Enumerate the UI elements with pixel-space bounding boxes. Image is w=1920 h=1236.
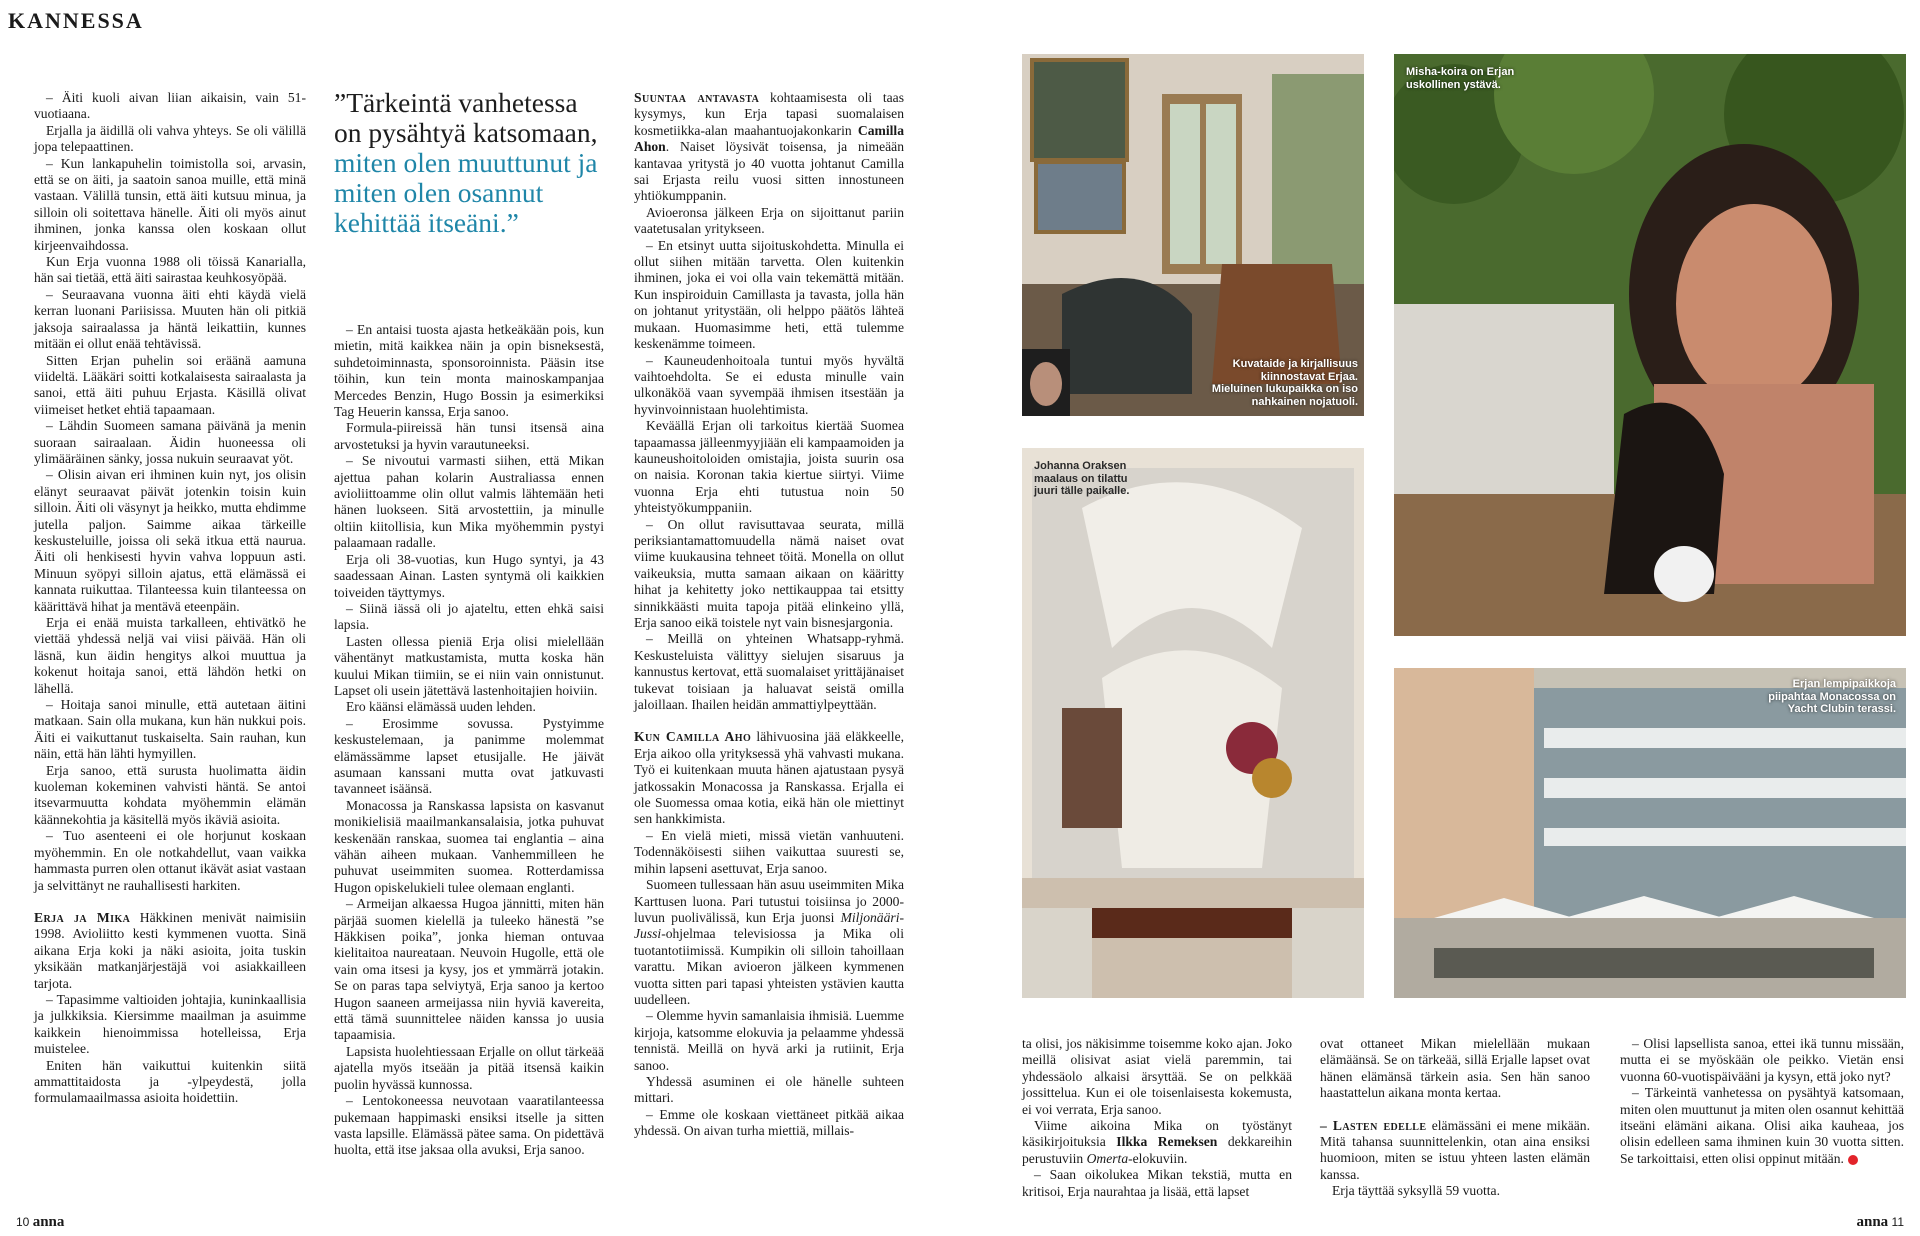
paragraph-text: . Naiset löysivät toisensa, ja nimeään kantavaa yritystä jo 40 vuotta johtanut Camilla sai Erjasta reilu vuosi sitten innostuneen yhtiökumppanin. — [634, 139, 904, 204]
article-paragraph: Lapsista huolehtiessaan Erjalle on ollut tärkeää ajatella myös itseään ja pitää itsensä kaikin puolin hyvässä kunnossa. — [334, 1043, 604, 1092]
article-paragraph: ovat ottaneet Mikan mielellään mukaan elämäänsä. Se on tärkeää, sillä Erjalle lapset ovat hänen elämänsä tärkein asia. Sen hän sanoo haastattelun aikana monta kertaa. — [1320, 1036, 1590, 1101]
paragraph-text: dekkareihin perustuviin — [1022, 1134, 1292, 1166]
caption-yacht: Erjan lempipaikkoja piipahtaa Monacossa on Yacht Clubin terassi. — [1768, 678, 1896, 715]
article-paragraph: Erja täyttää syksyllä 59 vuotta. — [1332, 1183, 1500, 1199]
article-column-3 — [634, 90, 904, 1140]
article-paragraph: – Olisi lapsellista sanoa, ettei ikä tunnu missään, mutta ei se myöskään ole peikko. Vietän ensi vuonna 60-vuotispäivääni ja kysyn, että joko nyt? — [1620, 1036, 1904, 1084]
article-paragraph — [634, 877, 904, 1008]
pull-quote-blue: miten olen muuttunut ja miten olen osannut kehittää itseäni.” — [334, 147, 598, 238]
portrait-illustration — [1394, 54, 1906, 636]
paragraph-text: Häkkinen menivät naimisiin 1998. Avioliitto kesti kymmenen vuotta. Sinä aikana Erja koki ja näki asioita, joita tuskin yksikään matkanjärjestäjä voi asiakkailleen tarjota. — [34, 909, 306, 991]
article-paragraph: – Hoitaja sanoi minulle, että autetaan äitini matkaan. Sain olla mukana, kun hän nukkui pois. Äiti ei vaikuttanut tuskaiselta. Sain rauhan, kun näin, että hän lähti hymyillen. — [34, 697, 306, 762]
page-number-right: 11 — [1891, 1215, 1904, 1229]
article-paragraph: – Olemme hyvin samanlaisia ihmisiä. Luemme kirjoja, katsomme elokuvia ja pelaamme yhdessä tennistä. Meillä on hyvä arki ja rutiinit, Erja sanoo. — [634, 1008, 904, 1073]
article-paragraph: – Lähdin Suomeen samana päivänä ja menin suoraan sairaalaan. Äidin huoneessa oli ylimääräinen sänky, jossa nukuin seuraavat yöt. — [34, 418, 306, 466]
title-italic: Miljonääri-Jussi — [634, 909, 904, 942]
portrait-with-dog-photo — [1394, 54, 1906, 636]
article-paragraph: – Kun lankapuhelin toimistolla soi, arvasin, että se on äiti, ja saatoin sanoa muille, että minä vastaan. Välillä tunsin, että äiti kutsuu minua, ja silloin oli soitettava hänelle. Äiti oli myös ainut ihminen, jonka kanssa olen koskaan ollut kirjeenvaihdossa. — [34, 155, 306, 253]
article-paragraph: ta olisi, jos näkisimme toisemme koko ajan. Joko meillä olisivat asiat vielä paremmin, tai yhdessäolo alkaisi ärsyttää. Se on pelkkää jossittelua. Kun ei ole toisenlaisesta kokemusta, ei voi verrata, Erja sanoo. — [1022, 1036, 1292, 1117]
article-paragraph: – Tapasimme valtioiden johtajia, kuninkaallisia ja julkkiksia. Kiersimme maailman ja asuimme kaikkein hienoimmissa hotelleissa, Erja muistelee. — [34, 991, 306, 1057]
paragraph-lead-in: Kun Camilla Aho — [634, 729, 752, 745]
article-paragraph: – Erosimme sovussa. Pystyimme keskustelemaan, ja panimme molemmat elämässämme lapset etusijalle. He jäivät asumaan kanssani mutta ovat jatkuvasti tavanneet isäänsä. — [334, 715, 604, 797]
article-paragraph — [634, 729, 904, 827]
living-room-photo — [1022, 54, 1364, 416]
article-paragraph: – En etsinyt uutta sijoituskohdetta. Minulla ei ollut siihen mitään tarvetta. Olen kuitenkin ihminen, joka ei voi olla vain tekemättä mitään. Kun inspiroiduin Camillasta ja tavasta, jolla hän on johtanut yritystään, oli helppo päätös lähteä mukaan. Huomasimme heti, että tulemme keskenämme toimeen. — [634, 237, 904, 352]
footer-left — [16, 1214, 64, 1231]
article-paragraph — [34, 910, 306, 992]
article-paragraph: – Tärkeintä vanhetessa on pysähtyä katsomaan, miten olen muuttunut ja miten olen osannut kehittää itseäni elämäni aikana. Olisi aika kauheaa, jos olisin edelleen sama ihminen kuin 30 vuotta sitten. Se tarkoittaisi, etten olisi oppinut mitään. — [1620, 1085, 1904, 1166]
article-paragraph: Monacossa ja Ranskassa lapsista on kasvanut monikielisiä maailmankansalaisia, jotka puhuvat keskenään ranskaa, suomea tai englantia – aina vähän aiheen mukaan. Vanhemmilleen he puhuvat useimmiten suomea. Rotterdamissa Hugon opiskelukieli tulee olemaan englanti. — [334, 797, 604, 895]
caption-painting: Johanna Oraksen maalaus on tilattu juuri tälle paikalle. — [1034, 460, 1130, 497]
article-paragraph: – Se nivoutui varmasti siihen, että Mikan ajettua pahan kolarin Australiassa ennen avioliittoamme olin ollut valmis lähtemään heti hänen luokseen. Sitä arvostettiin, ja minulle oltiin kiitollisia, kun Mika myöhemmin pystyi palaamaan radalle. — [334, 453, 604, 551]
pull-quote — [334, 88, 604, 238]
yacht-club-illustration — [1394, 668, 1906, 998]
paragraph-gap — [1320, 1102, 1590, 1118]
article-paragraph: Keväällä Erjan oli tarkoitus kiertää Suomea tapaamassa jälleenmyyjiään eli kampaamoiden ja kauneushoitoloiden omistajia, joista suurin osa on naisia. Koronan takia kiertue siirtyi. Viime vuonna Erja ehti tutustua noin 50 yhteistyökumppaniin. — [634, 418, 904, 516]
article-paragraph: Lasten ollessa pieniä Erja olisi mielellään vähentänyt matkustamista, mutta koska hän kuului Mikan tiimiin, se ei niin vain onnistunut. Lapset oli usein jätettävä lastenhoitajien hoiviin. — [334, 633, 604, 698]
magazine-brand-right: anna — [1856, 1214, 1889, 1230]
article-paragraph: – Meillä on yhteinen Whatsapp-ryhmä. Keskusteluista välittyy sielujen sisaruus ja kannustus kertovat, että suomalaiset yrittäjänaiset tukevat toisiaan ja haluavat seistä omilla jaloillaan. Ihailen heidän ammattiylpeyttään. — [634, 631, 904, 713]
article-paragraph: Erja sanoo, että surusta huolimatta äidin kuoleman kokeminen vahvisti häntä. Se antoi itsevarmuutta kohdata myöhemmin elämän käännekohtia ja käsitellä myös ikäviä asioita. — [34, 762, 306, 827]
paragraph-text: Viime aikoina Mika on työstänyt käsikirjoituksia — [1022, 1118, 1292, 1150]
painting-photo — [1022, 448, 1364, 998]
article-paragraph: – Olisin aivan eri ihminen kuin nyt, jos olisin elänyt seuraavat päivät jotenkin toisin kuin silloin. Äiti oli väsynyt ja heikko, mutta ehdimme jutella paljon. Saimme aikaa tärkeille keskusteluille, joissa oli sekä itkua että naurua. Äiti oli henkisesti hyvin vahva loppuun asti. Minuun syöpyi silloin ajatus, että elämässä ei kannata ruikuttaa. Tilanteessa kuin tilanteessa on käärittävä hihat ja mentävä eteenpäin. — [34, 467, 306, 614]
article-paragraph — [1320, 1118, 1590, 1184]
painting-illustration — [1022, 448, 1364, 998]
article-paragraph: Eniten hän vaikuttui kuitenkin siitä ammattitaidosta ja -ylpeydestä, jolla formulamaailmassa asioita hoidettiin. — [34, 1057, 306, 1106]
article-paragraph: Kun Erja vuonna 1988 oli töissä Kanarialla, hän sai tietää, että äiti sairastaa keuhkosyöpää. — [34, 254, 306, 286]
paragraph-gap — [634, 713, 904, 729]
yacht-club-photo — [1394, 668, 1906, 998]
paragraph-lead-in: – Lasten edelle — [1320, 1117, 1427, 1133]
section-header: KANNESSA — [8, 8, 144, 33]
article-paragraph: Erjalla ja äidillä oli vahva yhteys. Se oli välillä jopa telepaattinen. — [34, 122, 306, 155]
article-paragraph: Sitten Erjan puhelin soi eräänä aamuna viideltä. Lääkäri soitti kotkalaisesta sairaalasta ja sanoi, että äiti puhuu Erjasta. Käsillä olivat viimeiset hetket ehtiä tapaamaan. — [34, 352, 306, 417]
article-paragraph: – Lentokoneessa neuvotaan vaaratilanteessa pukemaan happimaski ensiksi itselle ja sitten vasta lapsille. Elämässä pätee sama. On pidettävä huolta, että itse jaksaa olla avuksi, Erja sanoo. — [334, 1093, 604, 1158]
paragraph-text: -ohjelmaa televisiossa ja Mika oli tuotantotiimissä. Kumpikin oli silloin tahoillaan varattu. Mikan avioeron jälkeen kymmenen vuotta sitten pari tapasi yhteisten ystävien kautta uudelleen. — [634, 926, 904, 1007]
article-paragraph: – Seuraavana vuonna äiti ehti käydä vielä kerran luonani Pariisissa. Muuten hän oli pitkiä jaksoja sairaalassa ja häntä leikattiin, kunnes mitään ei ollut enää tehtävissä. — [34, 286, 306, 352]
article-paragraph: – Armeijan alkaessa Hugoa jännitti, miten hän pärjää suomen kielellä ja tuleeko hänestä ”se Häkkisen poika”, jonka hieman ontuvaa kielitaitoa naureataan. Neuvoin Hugolle, että ole vain oma itsesi ja kysy, jos et ymmärrä jotakin. Se on paras tapa selviytyä, Erja sanoo ja kertoo Hugon saaneen armeijassa niin hyviä kavereita, että tämä suunnittelee näiden kanssa jo uusia tapaamisia. — [334, 896, 604, 1043]
article-paragraph: Yhdessä asuminen ei ole hänelle suhteen mittari. — [634, 1073, 904, 1106]
article-paragraph: – En antaisi tuosta ajasta hetkeäkään pois, kun mietin, mitä kaikkea näin ja opin bisneksestä, suhdetoiminnasta, sponsoroinnista. Pääsin itse töihin, kun tein monta mainoskampanjaa Mercedes Benzin, Hugo Bossin ja esimerkiksi Tag Heuerin kanssa, Erja sanoo. — [334, 322, 604, 420]
article-paragraph — [634, 90, 904, 205]
article-paragraph: – Äiti kuoli aivan liian aikaisin, vain 51-vuotiaana. — [34, 90, 306, 122]
article-paragraph: – Saan oikolukea Mikan tekstiä, mutta en kritisoi, Erja naurahtaa ja lisää, että lapset — [1022, 1167, 1292, 1199]
article-column-2 — [334, 322, 604, 1159]
paragraph-text: Suomeen tullessaan hän asuu useimmiten Mika Karttusen luona. Pari tutustui toisiinsa jo 2000-luvun puolivälissä, kun Erja juonsi — [634, 877, 904, 925]
article-paragraph: – En vielä mieti, missä vietän vanhuuteni. Todennäköisesti siihen vaikuttaa suuresti se, mihin lapseni asettuvat, Erja sanoo. — [634, 827, 904, 876]
article-paragraph: Formula-piireissä hän tunsi itsensä aina arvostetuksi ja hyvin varautuneeksi. — [334, 420, 604, 452]
article-paragraph — [1022, 1118, 1292, 1167]
caption-dog: Misha-koira on Erjan uskollinen ystävä. — [1406, 66, 1515, 91]
article-column-5 — [1320, 1036, 1590, 1200]
article-column-6 — [1620, 1036, 1904, 1167]
article-column-1 — [34, 90, 306, 1107]
paragraph-gap — [34, 894, 306, 910]
article-paragraph: – On ollut ravisuttavaa seurata, millä periksiantamattomuudella nämä naiset ovat viime kuukausina tehneet töitä. Monella on ollut vaikeuksia, mutta samaan aikaan on kääritty hihat ja kehitetty joko nettikauppaa tai etsitty sinnikkäästi muita tapoja pitää elinkeino yllä, Erja sanoo eikä toistele nyt vain bisnesjargonia. — [634, 516, 904, 630]
footer-right — [1857, 1214, 1905, 1231]
name-highlight: Ilkka Remeksen — [1116, 1134, 1218, 1150]
paragraph-lead-in: Erja ja Mika — [34, 909, 131, 925]
article-paragraph: – Siinä iässä oli jo ajateltu, etten ehkä saisi lapsia. — [334, 600, 604, 633]
article-paragraph: – Tuo asenteeni ei ole horjunut koskaan myöhemmin. En ole notkahdellut, vaan vaikka hammasta purren olen ottanut ikävät asiat vastaan ja selvittänyt ne rauhallisesti harkiten. — [34, 828, 306, 893]
page-number-left: 10 — [16, 1215, 30, 1229]
name-highlight: Camilla Ahon — [634, 122, 904, 155]
pull-quote-black: ”Tärkeintä vanhetessa on pysähtyä katsomaan, — [334, 87, 598, 148]
paragraph-text: -elokuviin. — [1128, 1150, 1188, 1166]
article-column-4 — [1022, 1036, 1292, 1200]
article-paragraph: Avioeronsa jälkeen Erja on sijoittanut pariin vaatetusalan yritykseen. — [634, 204, 904, 237]
end-of-article-mark — [1848, 1155, 1858, 1165]
article-paragraph: – Kauneudenhoitoala tuntui myös hyvältä vaihtoehdolta. Se ei edusta minulle vain ulkonäköä vaan syvempää ihmisen itsestään ja hyvinvoinnistaan huolehtimista. — [634, 352, 904, 417]
paragraph-text: elämässäni ei mene mikään. Mitä tahansa suunnittelenkin, otan aina ensiksi huomioon, miten se istuu yhteen lasten elämän kanssa. — [1320, 1117, 1590, 1182]
article-paragraph: – Emme ole koskaan viettäneet pitkää aikaa yhdessä. On aivan turha miettiä, millais- — [634, 1106, 904, 1139]
article-paragraph: Erja ei enää muista tarkalleen, ehtivätkö he viettää yhdessä neljä vai viisi päivää. Hän oli läsnä, kun äidin hengitys alkoi muuttua ja kokenut hoitaja sanoi, että lähdön hetki on lähellä. — [34, 615, 306, 696]
paragraph-lead-in: Suuntaa antavasta — [634, 90, 760, 105]
magazine-brand-left: anna — [32, 1214, 65, 1230]
caption-living-room: Kuvataide ja kirjallisuus kiinnostavat Erjaa. Mieluinen lukupaikka on iso nahkainen nojatuoli. — [1211, 358, 1358, 408]
article-paragraph: Erja oli 38-vuotias, kun Hugo syntyi, ja 43 saadessaan Ainan. Lasten syntymä oli kaikkien toiveiden täyttymys. — [334, 551, 604, 600]
paragraph-text: lähivuosina jää eläkkeelle, Erja aikoo olla yrityksessä yhä vahvasti mukana. Työ ei kuitenkaan muuta hänen ajatustaan pysyä jatkossakin Monacossa ja Ranskassa. Erjalla ei ole Suomessa omaa kotia, eikä hän ole miettinyt sen hankkimista. — [634, 729, 904, 827]
paragraph-text: kohtaamisesta oli taas kysymys, kun Erja tapasi suomalaisen kosmetiikka-alan maahantuojakonkarin — [634, 90, 904, 138]
article-paragraph: Ero käänsi elämässä uuden lehden. — [346, 699, 536, 715]
title-italic: Omerta — [1086, 1150, 1129, 1166]
